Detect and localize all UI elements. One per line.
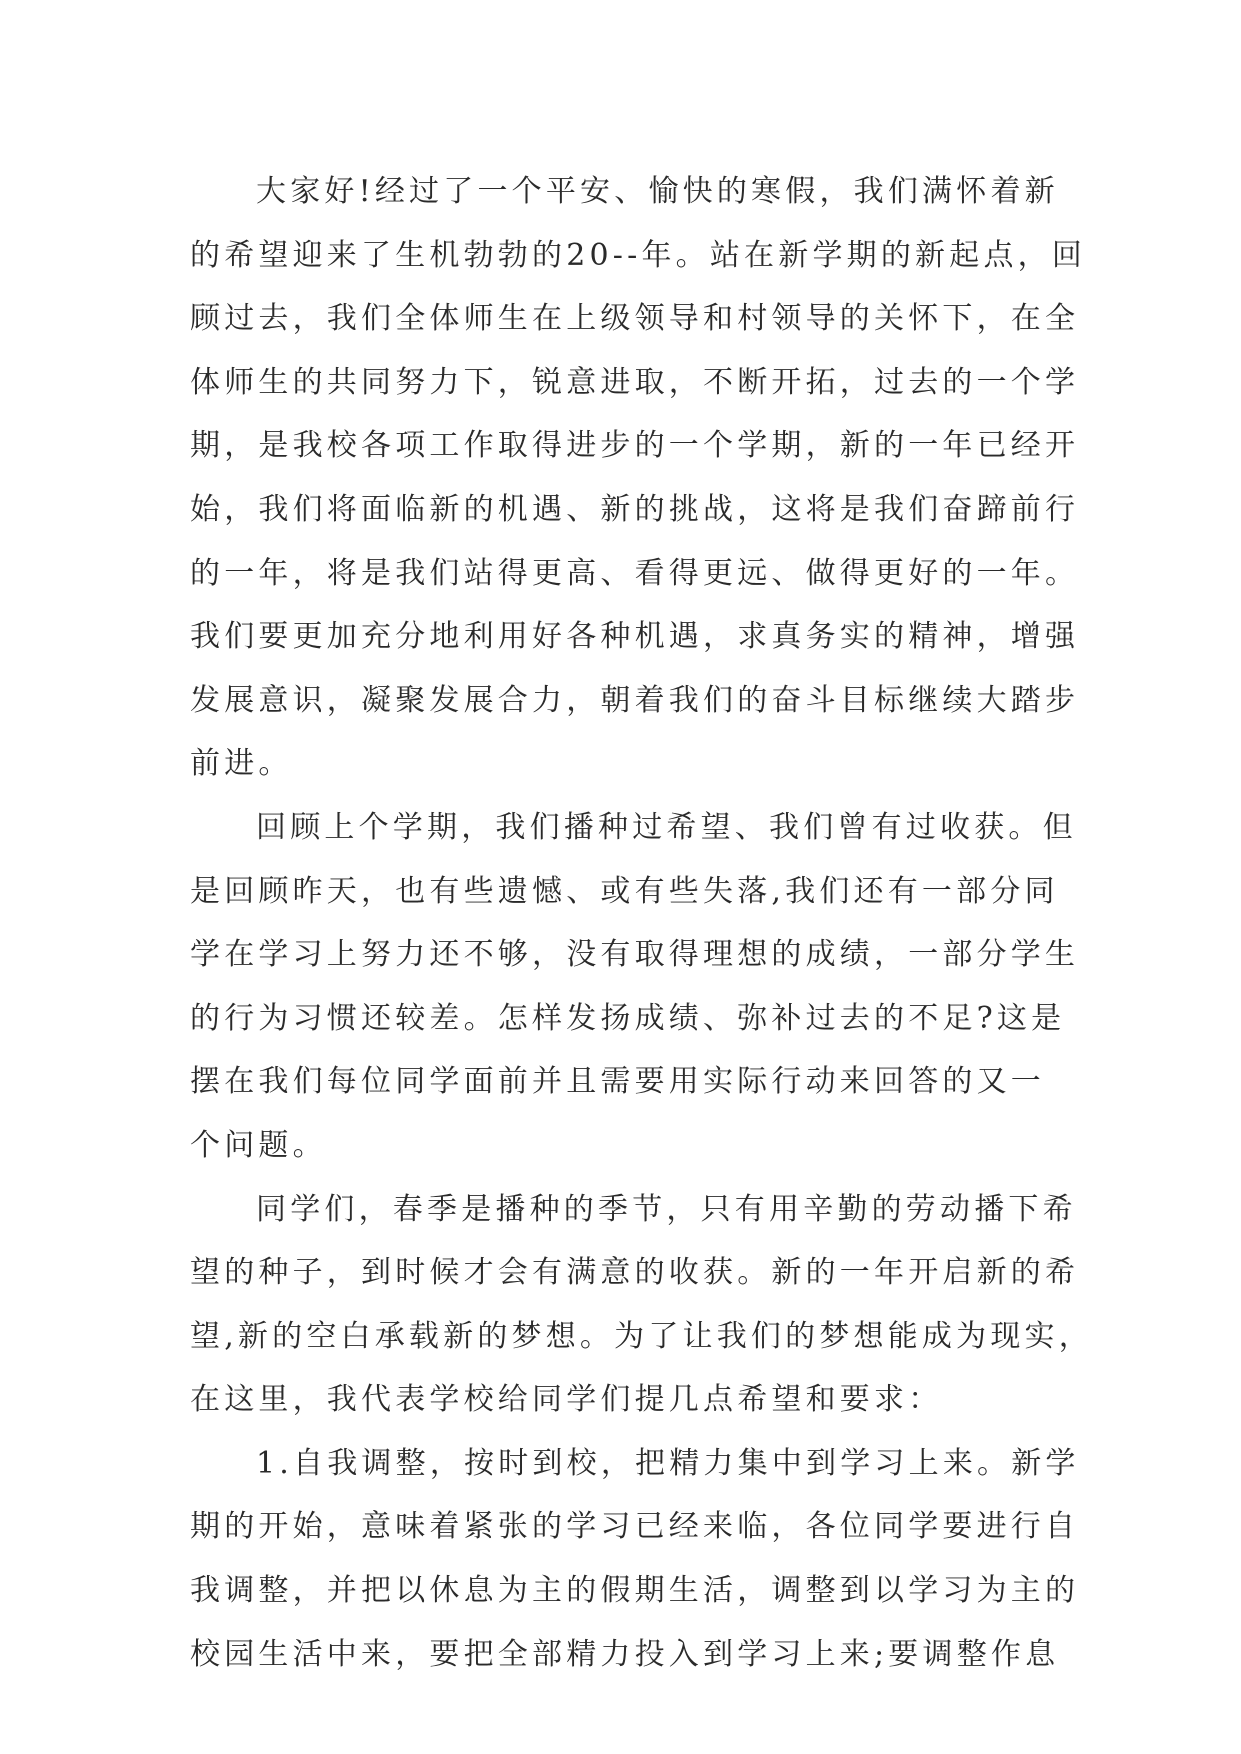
text-line: 前进。	[190, 746, 293, 782]
text-line: 个问题。	[190, 1127, 327, 1163]
paragraph-first-line: 1.自我调整，按时到校，把精力集中到学习上来。新学	[256, 1445, 1080, 1481]
text-line: 发展意识，凝聚发展合力，朝着我们的奋斗目标继续大踏步	[190, 682, 1080, 718]
text-line: 期的开始，意味着紧张的学习已经来临，各位同学要进行自	[190, 1509, 1080, 1545]
text-line: 望的种子，到时候才会有满意的收获。新的一年开启新的希	[190, 1255, 1080, 1291]
text-line: 我们要更加充分地利用好各种机遇，求真务实的精神，增强	[190, 619, 1080, 655]
text-line: 校园生活中来，要把全部精力投入到学习上来;要调整作息	[190, 1636, 1060, 1672]
speech-text-body	[190, 160, 1093, 1686]
text-line: 在这里，我代表学校给同学们提几点希望和要求：	[190, 1382, 943, 1418]
text-line: 顾过去，我们全体师生在上级领导和村领导的关怀下，在全	[190, 301, 1080, 337]
text-line: 望,新的空白承载新的梦想。为了让我们的梦想能成为现实，	[190, 1318, 1093, 1354]
text-line: 我调整，并把以休息为主的假期生活，调整到以学习为主的	[190, 1573, 1080, 1609]
text-line: 是回顾昨天，也有些遗憾、或有些失落,我们还有一部分同	[190, 873, 1059, 909]
text-line: 始，我们将面临新的机遇、新的挑战，这将是我们奋蹄前行	[190, 491, 1080, 527]
text-line: 摆在我们每位同学面前并且需要用实际行动来回答的又一	[190, 1064, 1045, 1100]
text-line: 期，是我校各项工作取得进步的一个学期，新的一年已经开	[190, 428, 1080, 464]
paragraph-first-line: 大家好!经过了一个平安、愉快的寒假，我们满怀着新	[256, 174, 1059, 209]
text-line: 的一年，将是我们站得更高、看得更远、做得更好的一年。	[190, 555, 1080, 591]
paragraph-first-line: 回顾上个学期，我们播种过希望、我们曾有过收获。但	[256, 809, 1077, 845]
text-line: 学在学习上努力还不够，没有取得理想的成绩，一部分学生	[190, 937, 1080, 973]
text-line: 的行为习惯还较差。怎样发扬成绩、弥补过去的不足?这是	[190, 1000, 1066, 1036]
text-line: 的希望迎来了生机勃勃的20--年。站在新学期的新起点，回	[190, 237, 1087, 273]
paragraph-first-line: 同学们，春季是播种的季节，只有用辛勤的劳动播下希	[256, 1191, 1077, 1227]
text-line: 体师生的共同努力下，锐意进取，不断开拓，过去的一个学	[190, 364, 1080, 400]
